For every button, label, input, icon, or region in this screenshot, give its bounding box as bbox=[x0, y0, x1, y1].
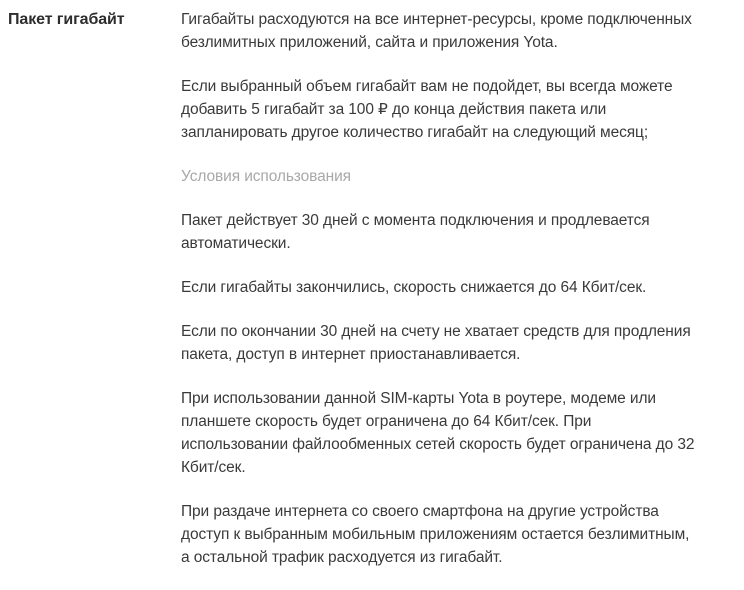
term-paragraph-insufficient-funds: Если по окончании 30 дней на счету не хватает средств для продления пакета, доступ в интернет приостанавливается. bbox=[181, 323, 691, 363]
section-title: Пакет гигабайт bbox=[8, 11, 125, 28]
term-paragraph-speed-limit: Если гигабайты закончились, скорость снижается до 64 Кбит/сек. bbox=[181, 279, 647, 296]
intro-paragraph: Гигабайты расходуются на все интернет-ресурсы, кроме подключенных безлимитных приложений, сайта и приложения Yota. bbox=[181, 11, 692, 51]
term-paragraph-duration: Пакет действует 30 дней с момента подключения и продлевается автоматически. bbox=[181, 212, 650, 252]
term-paragraph-tethering: При раздаче интернета со своего смартфона на другие устройства доступ к выбранным мобильным приложениям остается безлимитным, а остальной трафик расходуется из гигабайт. bbox=[181, 503, 690, 566]
content-column bbox=[181, 8, 696, 590]
label-column bbox=[0, 8, 181, 590]
add-gigabytes-paragraph: Если выбранный объем гигабайт вам не подойдет, вы всегда можете добавить 5 гигабайт за 100 ₽ до конца действия пакета или запланировать другое количество гигабайт на следующий месяц; bbox=[181, 78, 673, 141]
terms-subheading: Условия использования bbox=[181, 168, 351, 185]
term-paragraph-sim-usage: При использовании данной SIM-карты Yota в роутере, модеме или планшете скорость будет ограничена до 64 Кбит/сек. При использовании файлообменных сетей скорость будет ограничена до 32 Кбит/сек. bbox=[181, 390, 695, 476]
